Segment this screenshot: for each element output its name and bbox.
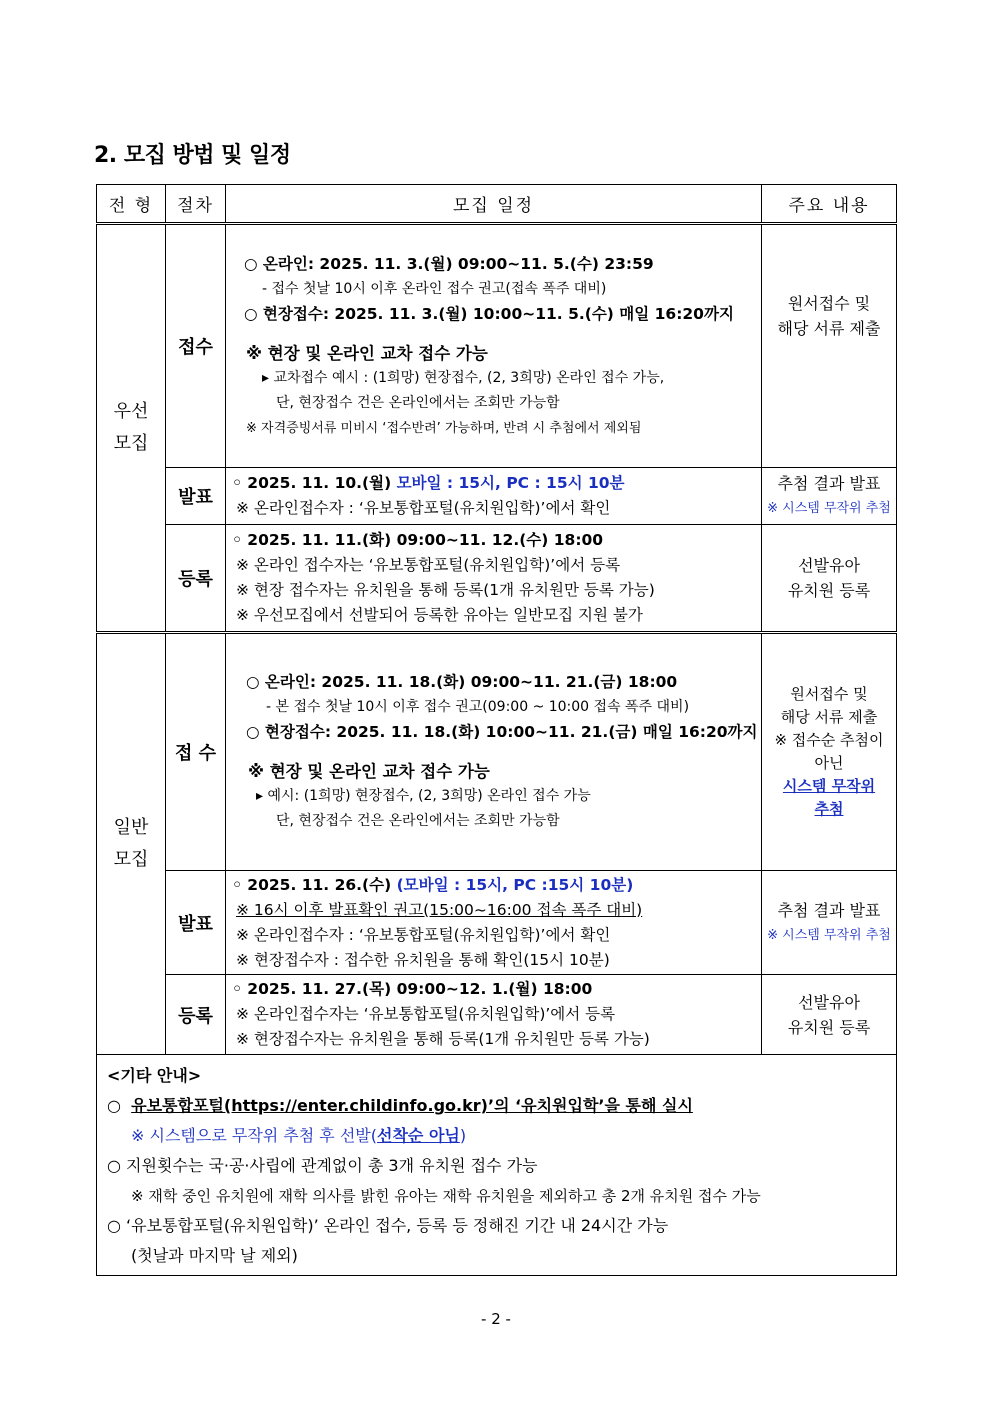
schedule-line: ※ 현장접수자 : 접수한 유치원을 통해 확인(15시 10분) bbox=[236, 950, 610, 969]
main-content-cell bbox=[762, 871, 897, 975]
note-line bbox=[107, 1121, 888, 1151]
schedule-cell bbox=[226, 871, 762, 975]
announce-time: (모바일 : 15시, PC :15시 10분) bbox=[396, 875, 634, 894]
category-label: 모집 bbox=[113, 849, 149, 870]
schedule-line: ○ 현장접수: 2025. 11. 18.(화) 10:00~11. 21.(금) 매일 16:20까지 bbox=[246, 723, 758, 741]
note-line: ○ ‘유보통합포털(유치원입학)’ 온라인 접수, 등록 등 정해진 기간 내 24시간 가능 bbox=[107, 1216, 669, 1235]
main-line: 선발유아 bbox=[798, 556, 860, 575]
main-line: ※ 시스템 무작위 추첨 bbox=[767, 927, 891, 943]
schedule-line: ※ 현장 접수자는 유치원을 통해 등록(1개 유치원만 등록 가능) bbox=[236, 581, 655, 599]
header-type: 전 형 bbox=[97, 185, 166, 224]
header-step: 절차 bbox=[166, 185, 226, 224]
main-line: 해당 서류 제출 bbox=[777, 319, 881, 338]
schedule-line: ※ 온라인 접수자는 ‘유보통합포털(유치원입학)’에서 등록 bbox=[236, 556, 621, 574]
note-line: (첫날과 마지막 날 제외) bbox=[131, 1246, 298, 1265]
priority-category bbox=[97, 224, 166, 633]
note-text: ※ 시스템으로 무작위 추첨 후 선발( bbox=[131, 1126, 378, 1145]
schedule-cell bbox=[226, 468, 762, 525]
schedule-line: ▸ 예시: (1희망) 현장접수, (2, 3희망) 온라인 접수 가능 bbox=[256, 788, 591, 804]
schedule-line: ※ 현장 및 온라인 교차 접수 가능 bbox=[246, 343, 488, 363]
section-title: 2. 모집 방법 및 일정 bbox=[94, 143, 291, 168]
step-label: 등록 bbox=[166, 975, 226, 1055]
schedule-line: 단, 현장접수 건은 온라인에서는 조회만 가능함 bbox=[276, 394, 560, 411]
main-line: 유치원 등록 bbox=[787, 581, 871, 600]
category-label: 일반 bbox=[113, 817, 149, 838]
main-line: ※ 시스템 무작위 추첨 bbox=[767, 501, 891, 516]
category-label: 모집 bbox=[113, 433, 149, 454]
schedule-line: ※ 온라인접수자는 ‘유보통합포털(유치원입학)’에서 등록 bbox=[236, 1005, 616, 1023]
page-number: - 2 - bbox=[481, 1310, 511, 1328]
schedule-line: ※ 현장접수자는 유치원을 통해 등록(1개 유치원만 등록 가능) bbox=[236, 1030, 650, 1048]
header-main: 주요 내용 bbox=[762, 185, 897, 224]
recruitment-schedule-table bbox=[96, 184, 897, 1276]
schedule-line: ○ 현장접수: 2025. 11. 3.(월) 10:00~11. 5.(수) 매일 16:20까지 bbox=[244, 304, 734, 323]
main-line: 선발유아 bbox=[798, 992, 860, 1012]
main-content-cell bbox=[762, 975, 897, 1055]
main-line: 추첨 결과 발표 bbox=[777, 900, 881, 920]
main-line: 시스템 무작위 bbox=[782, 777, 876, 795]
schedule-line: ※ 우선모집에서 선발되어 등록한 유아는 일반모집 지원 불가 bbox=[236, 606, 643, 624]
schedule-cell bbox=[226, 525, 762, 633]
priority-apply-row bbox=[97, 224, 897, 468]
note-line: ○ 지원횟수는 국·공·사립에 관계없이 총 3개 유치원 접수 가능 bbox=[107, 1156, 538, 1175]
notes-heading: <기타 안내> bbox=[107, 1066, 202, 1085]
main-line: 유치원 등록 bbox=[787, 1017, 871, 1037]
notes-row bbox=[97, 1055, 897, 1276]
schedule-line: ◦ 2025. 11. 27.(목) 09:00~12. 1.(월) 18:00 bbox=[232, 980, 593, 998]
schedule-line bbox=[232, 873, 759, 898]
main-line: 아닌 bbox=[814, 754, 844, 772]
step-label: 등록 bbox=[166, 525, 226, 633]
table-header-row bbox=[97, 185, 897, 224]
schedule-cell bbox=[226, 224, 762, 468]
schedule-line: ▸ 교차접수 예시 : (1희망) 현장접수, (2, 3희망) 온라인 접수 가능, bbox=[262, 369, 665, 386]
priority-register-row bbox=[97, 525, 897, 633]
schedule-line: - 본 접수 첫날 10시 이후 접수 권고(09:00 ~ 10:00 접속 폭주 대비) bbox=[266, 699, 690, 715]
general-register-row bbox=[97, 975, 897, 1055]
main-line: 원서접수 및 bbox=[787, 294, 871, 313]
general-announce-row bbox=[97, 871, 897, 975]
main-content-cell bbox=[762, 633, 897, 871]
main-line: 원서접수 및 bbox=[790, 685, 868, 703]
general-category bbox=[97, 633, 166, 1055]
note-text: ) bbox=[459, 1126, 467, 1145]
schedule-cell bbox=[226, 975, 762, 1055]
schedule-line bbox=[232, 471, 759, 496]
step-label: 발표 bbox=[166, 468, 226, 525]
main-content-cell bbox=[762, 525, 897, 633]
schedule-line: 단, 현장접수 건은 온라인에서는 조회만 가능함 bbox=[276, 813, 560, 829]
main-content-cell bbox=[762, 224, 897, 468]
schedule-line: ※ 현장 및 온라인 교차 접수 가능 bbox=[248, 762, 490, 781]
main-line: ※ 접수순 추첨이 bbox=[774, 731, 884, 749]
schedule-line: ○ 온라인: 2025. 11. 3.(월) 09:00~11. 5.(수) 23:59 bbox=[244, 254, 654, 273]
note-text: 유보통합포털(https://enter.childinfo.go.kr)’의 ‘유치원입학’을 통해 실시 bbox=[131, 1096, 693, 1115]
notes-cell bbox=[97, 1055, 897, 1276]
note-bullet: ○ bbox=[107, 1096, 121, 1115]
main-line: 추첨 bbox=[814, 800, 844, 818]
step-label: 발표 bbox=[166, 871, 226, 975]
main-line: 추첨 결과 발표 bbox=[777, 474, 881, 493]
category-label: 우선 bbox=[113, 401, 149, 422]
announce-time: 모바일 : 15시, PC : 15시 10분 bbox=[396, 474, 625, 492]
schedule-line: ※ 온라인접수자 : ‘유보통합포털(유치원입학)’에서 확인 bbox=[236, 499, 611, 517]
schedule-line: ◦ 2025. 11. 11.(화) 09:00~11. 12.(수) 18:00 bbox=[232, 531, 604, 549]
schedule-line: ※ 16시 이후 발표확인 권고(15:00~16:00 접속 폭주 대비) bbox=[236, 900, 643, 919]
general-apply-row bbox=[97, 633, 897, 871]
schedule-line: - 접수 첫날 10시 이후 온라인 접수 권고(접속 폭주 대비) bbox=[262, 280, 607, 297]
schedule-line: ※ 자격증빙서류 미비시 ‘접수반려’ 가능하며, 반려 시 추첨에서 제외됨 bbox=[246, 420, 642, 436]
announce-date: ◦ 2025. 11. 10.(월) bbox=[232, 474, 397, 492]
note-text: 선착순 아님 bbox=[377, 1126, 460, 1145]
step-label: 접 수 bbox=[166, 633, 226, 871]
header-schedule: 모집 일정 bbox=[226, 185, 762, 224]
main-content-cell bbox=[762, 468, 897, 525]
schedule-line: ※ 온라인접수자 : ‘유보통합포털(유치원입학)’에서 확인 bbox=[236, 925, 611, 944]
priority-announce-row bbox=[97, 468, 897, 525]
note-line: ※ 재학 중인 유치원에 재학 의사를 밝힌 유아는 재학 유치원을 제외하고 총 2개 유치원 접수 가능 bbox=[131, 1187, 761, 1205]
note-line bbox=[107, 1091, 888, 1121]
step-label: 접수 bbox=[166, 224, 226, 468]
schedule-line: ○ 온라인: 2025. 11. 18.(화) 09:00~11. 21.(금) 18:00 bbox=[246, 673, 678, 691]
main-line: 해당 서류 제출 bbox=[780, 708, 878, 726]
announce-date: ◦ 2025. 11. 26.(수) bbox=[232, 875, 397, 894]
schedule-cell bbox=[226, 633, 762, 871]
